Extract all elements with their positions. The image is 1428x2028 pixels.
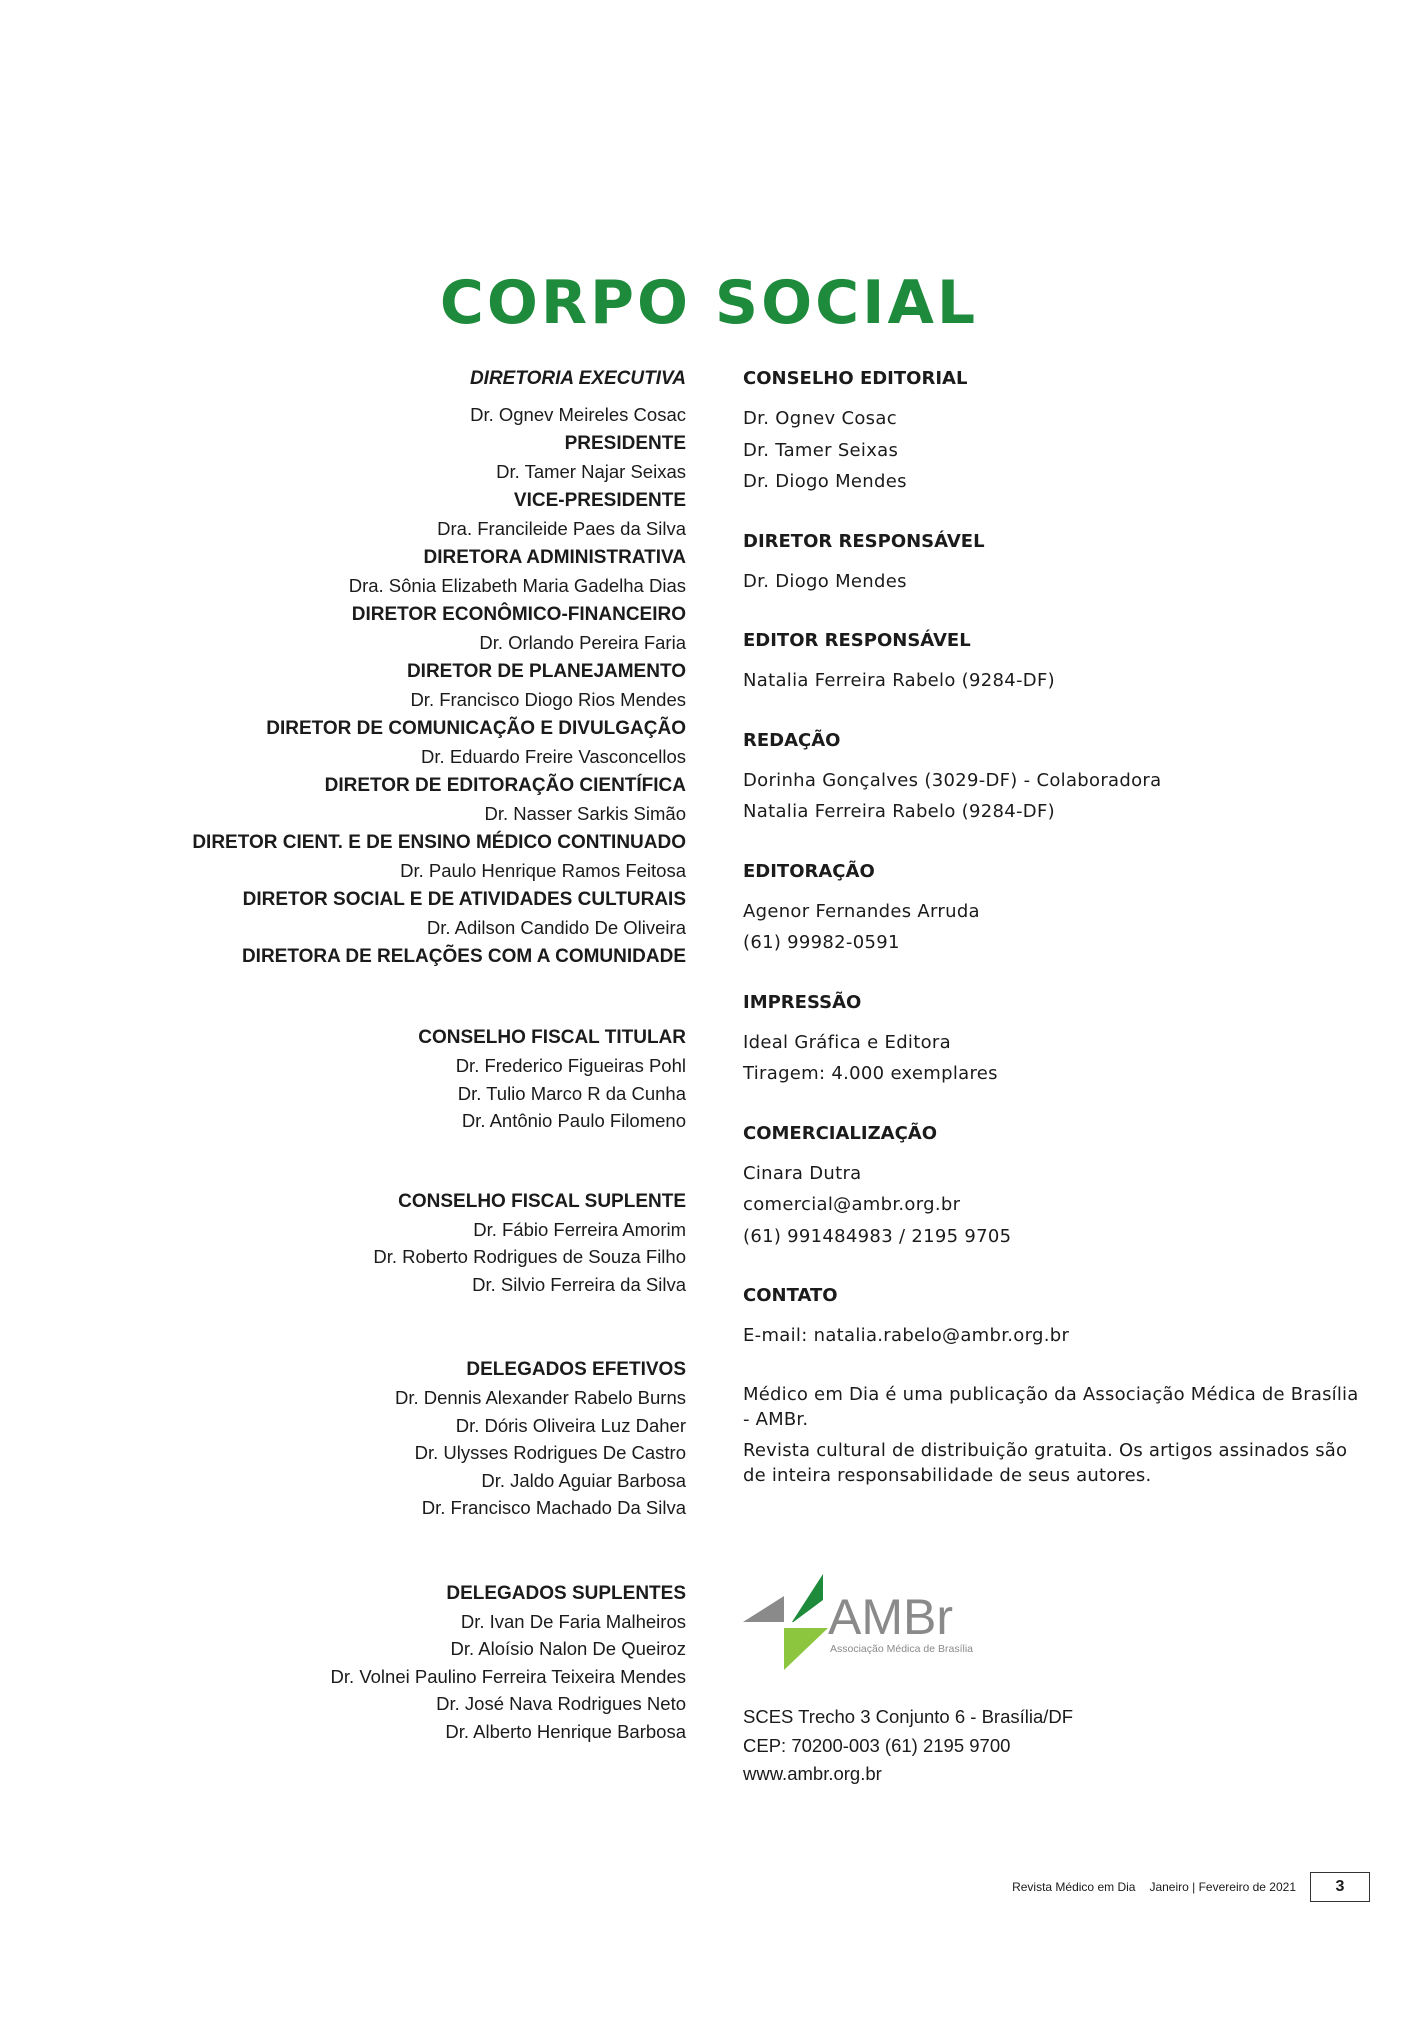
- council-member: Dr. Ivan De Faria Malheiros: [460, 1610, 686, 1632]
- executive-member: Dr. Paulo Henrique Ramos Feitosa: [400, 860, 686, 881]
- executive-role: DIRETOR DE EDITORAÇÃO CIENTÍFICA: [324, 774, 686, 796]
- about-paragraph: Revista cultural de distribuição gratuita. Os artigos assinados são de inteira responsabilidade de seus autores.: [743, 1439, 1348, 1486]
- council-group: [46, 1024, 686, 1135]
- executive-board-list: [46, 401, 686, 971]
- credits-line: Dorinha Gonçalves (3029-DF) - Colaboradora: [743, 769, 1162, 791]
- credits-line: (61) 99982-0591: [743, 932, 900, 953]
- credits-line: Dr. Diogo Mendes: [743, 471, 907, 492]
- council-member: Dr. Dóris Oliveira Luz Daher: [455, 1414, 686, 1436]
- footer-date: Janeiro | Fevereiro de 2021: [1149, 1880, 1296, 1894]
- credits-group-heading: CONTATO: [743, 1285, 838, 1306]
- credits-line: Agenor Fernandes Arruda: [743, 900, 980, 922]
- credits-line: Dr. Tamer Seixas: [743, 439, 899, 461]
- credits-line: Natalia Ferreira Rabelo (9284-DF): [743, 801, 1055, 822]
- council-member: Dr. Fábio Ferreira Amorim: [473, 1218, 686, 1240]
- credits-group: [743, 365, 1363, 498]
- logo-wordmark: AMBr: [828, 1589, 953, 1645]
- about-paragraph: Médico em Dia é uma publicação da Associação Médica de Brasília - AMBr.: [743, 1383, 1359, 1430]
- executive-member: Dra. Francileide Paes da Silva: [437, 518, 686, 539]
- council-member: Dr. José Nava Rodrigues Neto: [436, 1693, 686, 1714]
- logo-mark-light-green: [784, 1628, 828, 1670]
- page-footer: [1012, 1871, 1370, 1903]
- credits-line: Cinara Dutra: [743, 1162, 862, 1184]
- council-member: Dr. Volnei Paulino Ferreira Teixeira Mendes: [330, 1665, 686, 1687]
- credits-group: [743, 1282, 1363, 1352]
- address-line: SCES Trecho 3 Conjunto 6 - Brasília/DF: [743, 1706, 1074, 1727]
- council-group-heading: DELEGADOS EFETIVOS: [466, 1359, 686, 1380]
- credits-line: (61) 991484983 / 2195 9705: [743, 1225, 1012, 1247]
- executive-member: Dr. Ognev Meireles Cosac: [470, 404, 686, 425]
- executive-member: Dr. Tamer Najar Seixas: [496, 461, 686, 482]
- credits-group-heading: COMERCIALIZAÇÃO: [743, 1122, 938, 1144]
- council-member: Dr. Jaldo Aguiar Barbosa: [481, 1469, 686, 1491]
- email-link[interactable]: comercial@ambr.org.br: [743, 1194, 961, 1215]
- credits-line: Tiragem: 4.000 exemplares: [743, 1063, 998, 1084]
- council-group: [46, 1580, 686, 1746]
- council-group-heading: DELEGADOS SUPLENTES: [446, 1582, 686, 1604]
- executive-role: DIRETOR ECONÔMICO-FINANCEIRO: [351, 603, 686, 625]
- executive-member: Dra. Sônia Elizabeth Maria Gadelha Dias: [348, 575, 686, 596]
- council-group: [46, 1188, 686, 1299]
- credits-group: [743, 627, 1363, 697]
- council-member: Dr. Antônio Paulo Filomeno: [461, 1110, 686, 1131]
- footer-magazine: Revista Médico em Dia: [1012, 1880, 1136, 1894]
- ambr-logo: [740, 1572, 1030, 1672]
- address-line: CEP: 70200-003 (61) 2195 9700: [743, 1734, 1011, 1756]
- logo-mark-gray: [743, 1596, 784, 1622]
- council-groups: [46, 1024, 686, 1745]
- credits-column: [743, 365, 1363, 1494]
- credits-line: Dr. Ognev Cosac: [743, 408, 897, 429]
- council-member: Dr. Dennis Alexander Rabelo Burns: [394, 1387, 686, 1408]
- credits-group: [743, 989, 1363, 1090]
- executive-member: Dr. Nasser Sarkis Simão: [484, 803, 686, 824]
- credits-line: Ideal Gráfica e Editora: [743, 1031, 951, 1053]
- executive-role: PRESIDENTE: [564, 432, 686, 454]
- email-link[interactable]: E-mail: natalia.rabelo@ambr.org.br: [743, 1325, 1070, 1346]
- executive-board-heading: DIRETORIA EXECUTIVA: [469, 368, 686, 389]
- executive-role: VICE-PRESIDENTE: [513, 489, 686, 511]
- page-title: CORPO SOCIAL: [439, 268, 979, 338]
- council-group: [46, 1356, 686, 1522]
- board-column: [46, 365, 686, 1803]
- council-member: Dr. Tulio Marco R da Cunha: [457, 1082, 686, 1104]
- credits-line: Natalia Ferreira Rabelo (9284-DF): [743, 670, 1055, 691]
- credits-group-heading: EDITORAÇÃO: [743, 860, 875, 882]
- credits-group-heading: CONSELHO EDITORIAL: [743, 368, 968, 389]
- executive-member: Dr. Orlando Pereira Faria: [479, 632, 686, 653]
- executive-member: Dr. Eduardo Freire Vasconcellos: [421, 746, 686, 767]
- executive-role: DIRETORA DE RELAÇÕES COM A COMUNIDADE: [241, 945, 686, 967]
- logo-tagline: Associação Médica de Brasília: [830, 1643, 973, 1655]
- credits-group-heading: IMPRESSÃO: [743, 991, 862, 1013]
- executive-member: Dr. Francisco Diogo Rios Mendes: [410, 689, 686, 710]
- council-group-heading: CONSELHO FISCAL SUPLENTE: [398, 1190, 686, 1212]
- credits-group: [743, 858, 1363, 959]
- credits-group: [743, 528, 1363, 598]
- credits-group: [743, 727, 1363, 828]
- council-group-heading: CONSELHO FISCAL TITULAR: [418, 1027, 686, 1048]
- executive-board: [46, 365, 686, 971]
- credits-groups: [743, 365, 1363, 1352]
- about-section: [743, 1382, 1363, 1488]
- website-link[interactable]: www.ambr.org.br: [743, 1763, 882, 1784]
- council-member: Dr. Ulysses Rodrigues De Castro: [414, 1442, 686, 1463]
- executive-role: DIRETOR DE COMUNICAÇÃO E DIVULGAÇÃO: [266, 717, 686, 739]
- page-number: 3: [1310, 1872, 1370, 1902]
- credits-group-heading: EDITOR RESPONSÁVEL: [743, 630, 971, 651]
- council-member: Dr. Alberto Henrique Barbosa: [445, 1720, 686, 1742]
- council-member: Dr. Frederico Figueiras Pohl: [455, 1055, 686, 1076]
- council-member: Dr. Francisco Machado Da Silva: [421, 1497, 686, 1518]
- address-block: [743, 1703, 1073, 1789]
- council-member: Dr. Aloísio Nalon De Queiroz: [450, 1638, 686, 1659]
- executive-role: DIRETORA ADMINISTRATIVA: [423, 546, 686, 568]
- credits-group: [743, 1120, 1363, 1253]
- credits-line: Dr. Diogo Mendes: [743, 570, 907, 592]
- executive-member: Dr. Adilson Candido De Oliveira: [426, 917, 686, 938]
- council-member: Dr. Silvio Ferreira da Silva: [472, 1273, 686, 1295]
- credits-group-heading: DIRETOR RESPONSÁVEL: [743, 530, 985, 552]
- credits-group-heading: REDAÇÃO: [743, 729, 841, 751]
- executive-role: DIRETOR SOCIAL E DE ATIVIDADES CULTURAIS: [242, 888, 686, 910]
- executive-role: DIRETOR CIENT. E DE ENSINO MÉDICO CONTINUADO: [192, 831, 686, 853]
- council-member: Dr. Roberto Rodrigues de Souza Filho: [373, 1246, 686, 1267]
- executive-role: DIRETOR DE PLANEJAMENTO: [406, 660, 686, 682]
